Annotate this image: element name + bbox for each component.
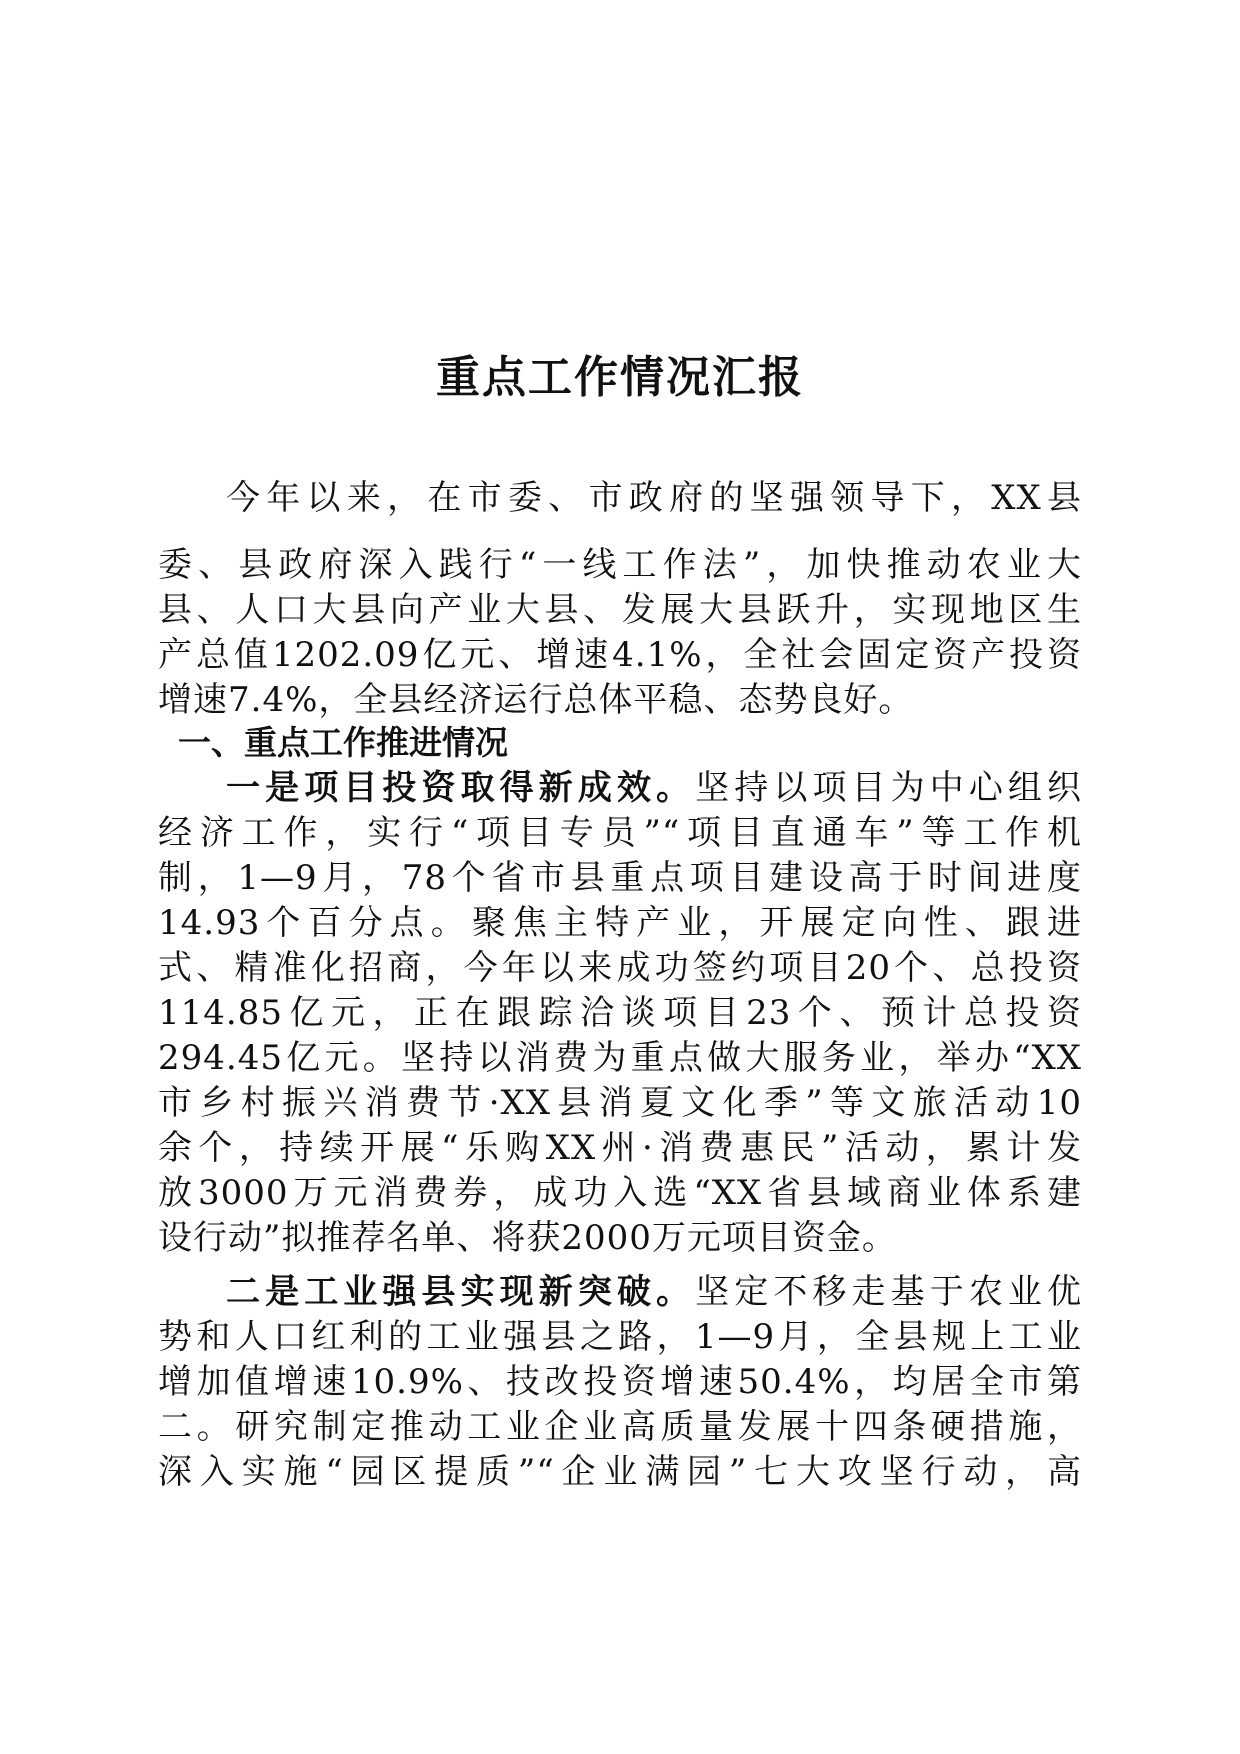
intro-line-3: 县、人口大县向产业大县、发展大县跃升，实现地区生 [158,590,1082,630]
para2-line-1-rest: 坚定不移走基于农业优 [695,1272,1083,1312]
para2-line-4: 二。研究制定推动工业企业高质量发展十四条硬措施， [158,1407,1082,1447]
intro-paragraph-first-line [158,476,1082,521]
paragraph-project-investment [158,766,1082,1261]
para1-line-3: 制，1—9月，78个省市县重点项目建设高于时间进度 [158,858,1082,898]
section-heading: 一、重点工作推进情况 [178,723,508,762]
para2-line-2: 势和人口红利的工业强县之路，1—9月，全县规上工业 [158,1317,1082,1357]
paragraph-industry [158,1270,1082,1495]
para1-line-7: 294.45亿元。坚持以消费为重点做大服务业，举办“XX [158,1038,1082,1078]
para1-line-4: 14.93个百分点。聚焦主特产业，开展定向性、跟进 [158,903,1082,943]
para1-line-6: 114.85亿元，正在跟踪洽谈项目23个、预计总投资 [158,993,1082,1033]
para1-line-11: 设行动”拟推荐名单、将获2000万元项目资金。 [158,1218,897,1258]
intro-line-4: 产总值1202.09亿元、增速4.1%，全社会固定资产投资 [158,635,1082,675]
para2-lead: 二是工业强县实现新突破。 [226,1272,696,1312]
para2-line-1 [158,1270,1082,1315]
intro-line-5: 增速7.4%，全县经济运行总体平稳、态势良好。 [158,680,914,720]
para1-line-8: 市乡村振兴消费节·XX县消夏文化季”等文旅活动10 [158,1083,1082,1123]
para2-line-5: 深入实施“园区提质”“企业满园”七大攻坚行动，高 [158,1452,1082,1492]
para1-line-2: 经济工作，实行“项目专员”“项目直通车”等工作机 [158,813,1082,853]
intro-line-2: 委、县政府深入践行“一线工作法”，加快推动农业大 [158,545,1082,585]
document-title: 重点工作情况汇报 [436,352,804,403]
intro-line-1: 今年以来，在市委、市政府的坚强领导下，XX县 [226,478,1082,518]
para1-lead: 一是项目投资取得新成效。 [226,768,696,808]
para1-line-5: 式、精准化招商，今年以来成功签约项目20个、总投资 [158,948,1082,988]
para1-line-9: 余个，持续开展“乐购XX州·消费惠民”活动，累计发 [158,1128,1082,1168]
para2-line-3: 增加值增速10.9%、技改投资增速50.4%，均居全市第 [158,1362,1082,1402]
para1-line-1 [158,766,1082,811]
para1-line-1-rest: 坚持以项目为中心组织 [695,768,1083,808]
para1-line-10: 放3000万元消费券，成功入选“XX省县域商业体系建 [158,1173,1082,1213]
intro-paragraph [158,543,1082,723]
